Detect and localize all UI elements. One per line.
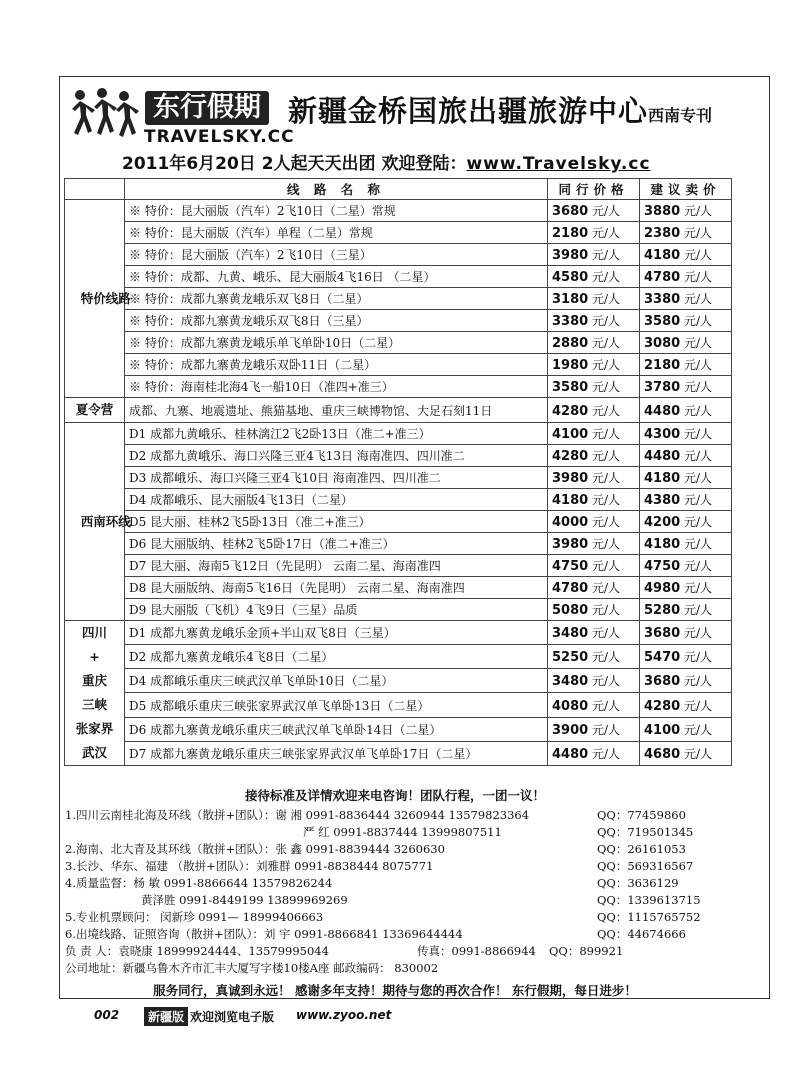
price-value: 1980 (552, 358, 589, 373)
table-body (65, 200, 732, 766)
price-unit: 元/人 (684, 380, 713, 394)
price-value: 3380 (644, 292, 681, 307)
table-row (65, 717, 732, 741)
suggest-price-cell (640, 222, 732, 244)
price-unit: 元/人 (592, 603, 621, 617)
table-row (65, 445, 732, 467)
price-value: 3580 (644, 314, 681, 329)
price-value: 4080 (552, 698, 589, 714)
contact-line (65, 807, 725, 824)
travelers-logo-icon (68, 87, 140, 139)
brand-logo-en: TRAVELSKY.CC (144, 127, 295, 147)
table-row (65, 669, 732, 693)
table-row (65, 741, 732, 765)
contact-text: 3.长沙、华东、福建 （散拼+团队）：刘雅群 0991-8838444 8075771 (65, 859, 434, 873)
table-row (65, 467, 732, 489)
contact-line (65, 858, 725, 875)
price-unit: 元/人 (684, 358, 713, 372)
edition-badge: 新疆版 (144, 1007, 188, 1026)
contact-text: 严 红 0991-8837444 13999807511 (303, 825, 502, 839)
qq-number: QQ：569316567 (597, 859, 694, 873)
route-name-cell: ※ 特价：成都九寨黄龙峨乐双飞8日（三星） (125, 310, 548, 332)
category-label-line: 重庆 (81, 673, 107, 688)
price-unit: 元/人 (592, 380, 621, 394)
suggest-price-cell (640, 467, 732, 489)
suggest-price-cell (640, 398, 732, 423)
price-value: 3480 (552, 674, 589, 690)
price-unit: 元/人 (592, 292, 621, 306)
suggest-price-cell (640, 533, 732, 555)
contact-text: 负 责 人：袁晓康 18999924444、13579995044 (65, 944, 329, 958)
price-unit: 元/人 (592, 559, 621, 573)
date-line (122, 149, 651, 174)
qq-number: QQ：1115765752 (597, 910, 701, 924)
contact-heading: 接待标准及详情欢迎来电咨询！团队行程，一团一议！ (244, 788, 545, 803)
price-unit: 元/人 (592, 270, 621, 284)
price-value: 4300 (644, 427, 681, 442)
price-value: 5250 (552, 650, 589, 666)
price-unit: 元/人 (684, 722, 713, 737)
contact-line (65, 875, 725, 892)
peer-price-cell (548, 244, 640, 266)
price-value: 5280 (644, 603, 681, 618)
price-value: 4980 (644, 581, 681, 596)
price-unit: 元/人 (592, 650, 621, 665)
table-row (65, 533, 732, 555)
price-value: 4380 (644, 493, 681, 508)
price-value: 3680 (552, 204, 589, 219)
category-cell (65, 423, 131, 621)
table-row (65, 222, 732, 244)
price-value: 4200 (644, 515, 681, 530)
price-unit: 元/人 (592, 358, 621, 372)
price-value: 4750 (644, 559, 681, 574)
price-unit: 元/人 (592, 226, 621, 240)
suggest-price-cell (640, 354, 732, 376)
footer-url[interactable]: www.zyoo.net (296, 1008, 392, 1022)
price-value: 3980 (552, 537, 589, 552)
price-value: 3680 (644, 674, 681, 690)
price-value: 2380 (644, 226, 681, 241)
table-row (65, 332, 732, 354)
price-value: 4280 (644, 698, 681, 714)
page-title (288, 89, 712, 130)
table-row (65, 693, 732, 717)
peer-price-cell (548, 423, 640, 445)
category-label: 西南环线 (80, 513, 131, 529)
page-frame (59, 76, 770, 999)
price-value: 4480 (644, 403, 681, 419)
suggest-price-cell (640, 200, 732, 222)
price-unit: 元/人 (684, 698, 713, 713)
contact-text: 4.质量监督：杨 敏 0991-8866644 13579826244 (65, 876, 333, 890)
contact-text: 1.四川云南桂北海及环线（散拼+团队）：谢 湘 0991-8836444 3260944 13579823364 (65, 808, 530, 822)
page-footer (88, 1007, 588, 1025)
price-unit: 元/人 (684, 515, 713, 529)
route-name-cell: D6 成都九寨黄龙峨乐重庆三峡武汉单飞单卧14日（二星） (125, 717, 548, 741)
price-value: 4780 (644, 270, 681, 285)
price-value: 3380 (552, 314, 589, 329)
price-value: 3980 (552, 248, 589, 263)
col-header-category (65, 179, 125, 200)
table-row (65, 288, 732, 310)
suggest-price-cell (640, 266, 732, 288)
peer-price-cell (548, 645, 640, 669)
peer-price-cell (548, 266, 640, 288)
price-unit: 元/人 (684, 537, 713, 551)
category-label-line: + (89, 649, 100, 664)
slogan: 服务同行，真诚到永远！ 感谢多年支持！期待与您的再次合作！ 东行假期，每日进步！ (153, 983, 637, 998)
price-unit: 元/人 (684, 336, 713, 350)
route-name-cell: ※ 特价：昆大丽版（汽车）2飞10日（二星）常规 (125, 200, 548, 222)
price-unit: 元/人 (592, 722, 621, 737)
price-value: 4750 (552, 559, 589, 574)
price-unit: 元/人 (592, 449, 621, 463)
price-unit: 元/人 (592, 493, 621, 507)
route-name-cell: 成都、九寨、地震遗址、熊猫基地、重庆三峡博物馆、大足石刻11日 (125, 398, 548, 423)
table-row (65, 398, 732, 423)
peer-price-cell (548, 717, 640, 741)
peer-price-cell (548, 310, 640, 332)
price-unit: 元/人 (684, 449, 713, 463)
peer-price-cell (548, 332, 640, 354)
price-value: 2180 (644, 358, 681, 373)
contact-text: 5.专业机票顾问： 闵新珍 0991— 18999406663 (65, 910, 324, 924)
suggest-price-cell (640, 577, 732, 599)
price-unit: 元/人 (592, 248, 621, 262)
route-name-cell: ※ 特价：成都、九黄、峨乐、昆大丽版4飞16日 （二星） (125, 266, 548, 288)
price-value: 4280 (552, 403, 589, 419)
price-value: 4180 (552, 493, 589, 508)
price-unit: 元/人 (684, 626, 713, 641)
route-name-cell: D7 成都九寨黄龙峨乐重庆三峡张家界武汉单飞单卧17日（二星） (125, 741, 548, 765)
category-cell (65, 398, 125, 423)
route-name-cell: D5 昆大丽、桂林2飞5卧13日（准二+准三） (125, 511, 548, 533)
table-row (65, 244, 732, 266)
price-value: 4780 (552, 581, 589, 596)
qq-number: QQ：3636129 (597, 876, 679, 890)
route-name-cell: ※ 特价：昆大丽版（汽车）2飞10日（三星） (125, 244, 548, 266)
peer-price-cell (548, 489, 640, 511)
qq-number: QQ：719501345 (597, 825, 694, 839)
route-name-cell: ※ 特价：昆大丽版（汽车）单程（二星）常规 (125, 222, 548, 244)
category-label: 夏令营 (75, 402, 114, 417)
peer-price-cell (548, 376, 640, 398)
qq-number: QQ：1339613715 (597, 893, 701, 907)
suggest-price-cell (640, 332, 732, 354)
price-unit: 元/人 (592, 427, 621, 441)
contact-line (65, 960, 725, 977)
suggest-price-cell (640, 310, 732, 332)
contact-lines (65, 807, 725, 977)
suggest-price-cell (640, 489, 732, 511)
contact-line (65, 824, 725, 841)
price-unit: 元/人 (684, 559, 713, 573)
suggest-price-cell (640, 445, 732, 467)
peer-price-cell (548, 693, 640, 717)
price-value: 3900 (552, 722, 589, 738)
qq-number: QQ：26161053 (597, 842, 686, 856)
price-unit: 元/人 (592, 204, 621, 218)
table-row (65, 266, 732, 288)
table-row (65, 489, 732, 511)
table-row (65, 511, 732, 533)
route-name-cell: D1 成都九黄峨乐、桂林漓江2飞2卧13日（准二+准三） (125, 423, 548, 445)
price-value: 3180 (552, 292, 589, 307)
masthead (60, 77, 769, 177)
contact-line (65, 926, 725, 943)
price-unit: 元/人 (684, 270, 713, 284)
suggest-price-cell (640, 717, 732, 741)
price-unit: 元/人 (684, 603, 713, 617)
price-unit: 元/人 (684, 650, 713, 665)
suggest-price-cell (640, 244, 732, 266)
price-value: 4100 (552, 427, 589, 442)
suggest-price-cell (640, 669, 732, 693)
contact-text: 6.出境线路、证照咨询（散拼+团队）：刘 宇 0991-8866841 13369644444 (65, 927, 463, 941)
contact-line (65, 892, 725, 909)
peer-price-cell (548, 398, 640, 423)
title-sub: 西南专刊 (648, 106, 713, 125)
table-row (65, 200, 732, 222)
contact-section (65, 785, 725, 999)
category-label-line: 武汉 (81, 745, 107, 760)
table-row (65, 310, 732, 332)
route-name-cell: D7 昆大丽、海南5飞12日（先昆明） 云南二星、海南准四 (125, 555, 548, 577)
contact-line (65, 841, 725, 858)
price-value: 4280 (552, 449, 589, 464)
contact-line (65, 909, 725, 926)
price-value: 3880 (644, 204, 681, 219)
price-value: 2180 (552, 226, 589, 241)
suggest-price-cell (640, 621, 732, 645)
route-name-cell: D9 昆大丽版（飞机）4飞9日（三星）品质 (125, 599, 548, 621)
peer-price-cell (548, 741, 640, 765)
peer-price-cell (548, 511, 640, 533)
price-value: 3080 (644, 336, 681, 351)
price-value: 4100 (644, 722, 681, 738)
table-row (65, 376, 732, 398)
route-price-table (64, 178, 732, 766)
suggest-price-cell (640, 599, 732, 621)
price-unit: 元/人 (684, 204, 713, 218)
peer-price-cell (548, 599, 640, 621)
peer-price-cell (548, 445, 640, 467)
price-value: 4480 (552, 746, 589, 762)
price-value: 2880 (552, 336, 589, 351)
contact-text: 2.海南、北大青及其环线（散拼+团队）：张 鑫 0991-8839444 3260630 (65, 842, 445, 856)
route-name-cell: ※ 特价：海南桂北海4飞一船10日（准四+准三） (125, 376, 548, 398)
price-value: 4180 (644, 248, 681, 263)
price-unit: 元/人 (592, 746, 621, 761)
suggest-price-cell (640, 511, 732, 533)
route-name-cell: D1 成都九寨黄龙峨乐金顶+半山双飞8日（三星） (125, 621, 548, 645)
table-header-row (65, 179, 732, 200)
price-value: 3480 (552, 626, 589, 642)
price-unit: 元/人 (684, 248, 713, 262)
suggest-price-cell (640, 555, 732, 577)
qq-number: QQ：44674666 (597, 927, 686, 941)
date-text: 2011年6月20日 2人起天天出团 欢迎登陆： (122, 154, 467, 174)
price-value: 4180 (644, 537, 681, 552)
price-unit: 元/人 (592, 403, 621, 418)
qq-number: QQ：77459860 (597, 808, 686, 822)
price-unit: 元/人 (592, 336, 621, 350)
price-unit: 元/人 (684, 292, 713, 306)
suggest-price-cell (640, 741, 732, 765)
price-value: 4480 (644, 449, 681, 464)
route-name-cell: ※ 特价：成都九寨黄龙峨乐双飞8日（二星） (125, 288, 548, 310)
suggest-price-cell (640, 288, 732, 310)
col-header-peer-price: 同行价格 (548, 179, 640, 200)
suggest-price-cell (640, 693, 732, 717)
table-row (65, 354, 732, 376)
peer-price-cell (548, 354, 640, 376)
table-row (65, 621, 732, 645)
qq-number: QQ：899921 (549, 944, 624, 958)
route-name-cell: D5 成都峨乐重庆三峡张家界武汉单飞单卧13日（二星） (125, 693, 548, 717)
route-name-cell: D8 昆大丽版纳、海南5飞16日（先昆明） 云南二星、海南准四 (125, 577, 548, 599)
contact-text: 黄泽胜 0991-8449199 13899969269 (141, 893, 348, 907)
price-unit: 元/人 (592, 515, 621, 529)
route-name-cell: D2 成都九黄峨乐、海口兴隆三亚4飞13日 海南准四、四川准二 (125, 445, 548, 467)
price-value: 3580 (552, 380, 589, 395)
price-unit: 元/人 (592, 626, 621, 641)
price-value: 3780 (644, 380, 681, 395)
table-row (65, 645, 732, 669)
price-unit: 元/人 (684, 493, 713, 507)
col-header-suggest-price: 建议卖价 (640, 179, 732, 200)
peer-price-cell (548, 467, 640, 489)
table-row (65, 555, 732, 577)
suggest-price-cell (640, 645, 732, 669)
route-name-cell: D3 成都峨乐、海口兴隆三亚4飞10日 海南准四、四川准二 (125, 467, 548, 489)
price-unit: 元/人 (592, 698, 621, 713)
peer-price-cell (548, 669, 640, 693)
contact-line (65, 943, 725, 960)
fax-text: 传真：0991-8866944 (417, 944, 536, 958)
route-name-cell: D2 成都九寨黄龙峨乐4飞8日（二星） (125, 645, 548, 669)
table-row (65, 577, 732, 599)
price-value: 4000 (552, 515, 589, 530)
suggest-price-cell (640, 423, 732, 445)
price-unit: 元/人 (684, 674, 713, 689)
peer-price-cell (548, 200, 640, 222)
suggest-price-cell (640, 376, 732, 398)
route-name-cell: D6 昆大丽版纳、桂林2飞5卧17日（准二+准三） (125, 533, 548, 555)
table-row (65, 599, 732, 621)
price-value: 4680 (644, 746, 681, 762)
price-unit: 元/人 (684, 746, 713, 761)
route-name-cell: ※ 特价：成都九寨黄龙峨乐单飞单卧10日（二星） (125, 332, 548, 354)
route-name-cell: D4 成都峨乐重庆三峡武汉单飞单卧10日（二星） (125, 669, 548, 693)
category-label-line: 四川 (81, 625, 107, 640)
category-cell (65, 621, 125, 766)
brand-logo-text: 东行假期 (145, 91, 269, 125)
site-url[interactable]: www.Travelsky.cc (466, 154, 651, 174)
price-value: 5470 (644, 650, 681, 666)
price-unit: 元/人 (592, 314, 621, 328)
peer-price-cell (548, 577, 640, 599)
category-cell (65, 200, 131, 398)
price-unit: 元/人 (592, 471, 621, 485)
price-value: 3680 (644, 626, 681, 642)
page-number: 002 (94, 1008, 120, 1022)
contact-text: 公司地址：新疆乌鲁木齐市汇丰大厦写字楼10楼A座 邮政编码： 830002 (65, 961, 439, 975)
route-name-cell: D4 成都峨乐、昆大丽版4飞13日（二星） (125, 489, 548, 511)
promo-text: 欢迎浏览电子版 (190, 1010, 275, 1024)
peer-price-cell (548, 288, 640, 310)
price-unit: 元/人 (684, 403, 713, 418)
price-unit: 元/人 (592, 581, 621, 595)
peer-price-cell (548, 555, 640, 577)
peer-price-cell (548, 222, 640, 244)
category-label-line: 张家界 (75, 721, 114, 736)
price-value: 4580 (552, 270, 589, 285)
peer-price-cell (548, 533, 640, 555)
col-header-route: 线 路 名 称 (125, 179, 548, 200)
price-unit: 元/人 (592, 537, 621, 551)
price-unit: 元/人 (592, 674, 621, 689)
category-label: 特价线路 (80, 290, 131, 306)
table-row (65, 423, 732, 445)
price-unit: 元/人 (684, 427, 713, 441)
price-unit: 元/人 (684, 226, 713, 240)
peer-price-cell (548, 621, 640, 645)
price-unit: 元/人 (684, 314, 713, 328)
price-value: 3980 (552, 471, 589, 486)
category-label-line: 三峡 (81, 697, 107, 712)
route-name-cell: ※ 特价：成都九寨黄龙峨乐双卧11日（二星） (125, 354, 548, 376)
price-value: 4180 (644, 471, 681, 486)
price-value: 5080 (552, 603, 589, 618)
price-unit: 元/人 (684, 581, 713, 595)
title-main: 新疆金桥国旅出疆旅游中心 (288, 94, 649, 128)
price-unit: 元/人 (684, 471, 713, 485)
